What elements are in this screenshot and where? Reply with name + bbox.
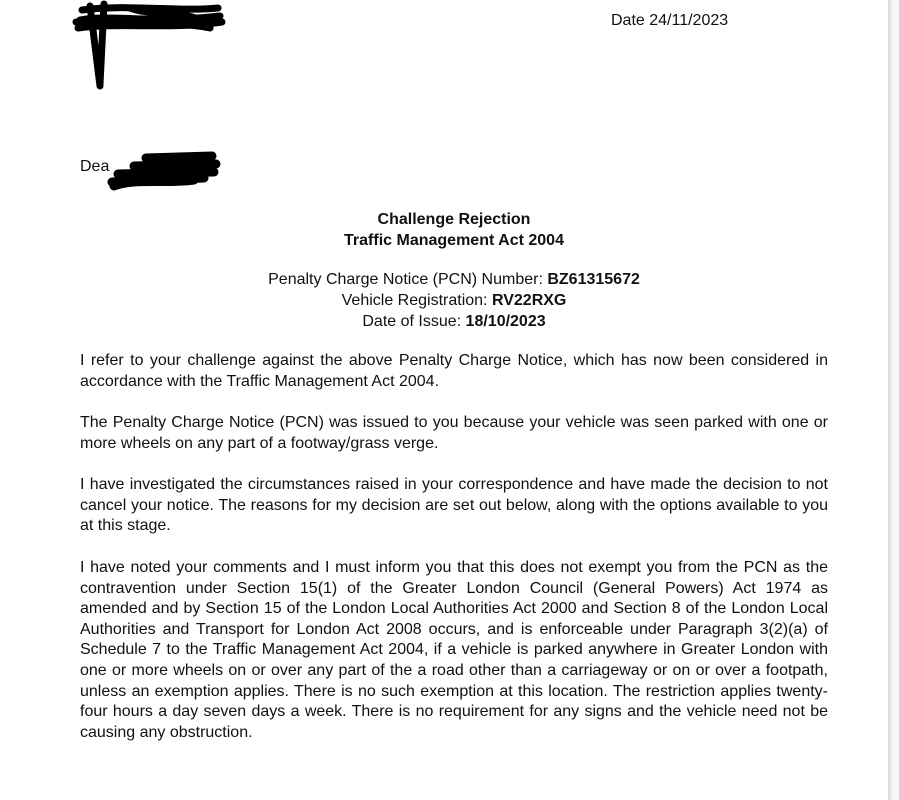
date-of-issue-label: Date of Issue: [362, 313, 466, 330]
paragraph-legal-basis: I have noted your comments and I must inform you that this does not exempt you from the PCN as the contravention under Section 15(1) of the Greater London Council (General Powers) Act 1974 as amended and by Section 15 of the London Local Authorities Act 2000 and Section 8 of the London Local Authorities and Transport for London Act 2008 occurs, and is enforceable under Paragraph 3(2)(a) of Schedule 7 to the Traffic Management Act 2004, if a vehicle is parked anywhere in Greater London with one or more wheels on or over any part of the a road other than a carriageway or on or over a footpath, unless an exemption applies. There is no such exemption at this location. The restriction applies twenty-four hours a day seven days a week. There is no requirement for any signs and the vehicle need not be causing any obstruction. [80, 559, 828, 741]
paragraph-reason-issued: The Penalty Charge Notice (PCN) was issued to you because your vehicle was seen parked with one or more wheels on any part of a footway/grass verge. [80, 414, 828, 452]
letter-heading [80, 209, 828, 251]
salutation: Dea [80, 158, 110, 175]
vehicle-registration-value: RV22RXG [491, 292, 567, 309]
date-of-issue-value: 18/10/2023 [465, 313, 546, 330]
paragraph-challenge-considered: I refer to your challenge against the above Penalty Charge Notice, which has now been considered in accordance with the Traffic Management Act 2004. [80, 352, 828, 390]
letter-date: Date 24/11/2023 [611, 12, 729, 29]
redaction-scribble-address [70, 0, 240, 95]
heading-title: Challenge Rejection [377, 211, 531, 228]
page-edge [888, 0, 899, 800]
date-of-issue-line [80, 311, 828, 332]
paragraph-decision: I have investigated the circumstances raised in your correspondence and have made the decision to not cancel your notice. The reasons for my decision are set out below, along with the options available to you at this stage. [80, 476, 828, 535]
pcn-number-value: BZ61315672 [547, 271, 640, 288]
pcn-number-line [80, 269, 828, 290]
redaction-scribble-name [104, 148, 226, 194]
vehicle-registration-label: Vehicle Registration: [341, 292, 492, 309]
pcn-number-label: Penalty Charge Notice (PCN) Number: [268, 271, 548, 288]
reference-block [80, 269, 828, 332]
heading-subtitle: Traffic Management Act 2004 [344, 232, 564, 249]
vehicle-registration-line [80, 290, 828, 311]
